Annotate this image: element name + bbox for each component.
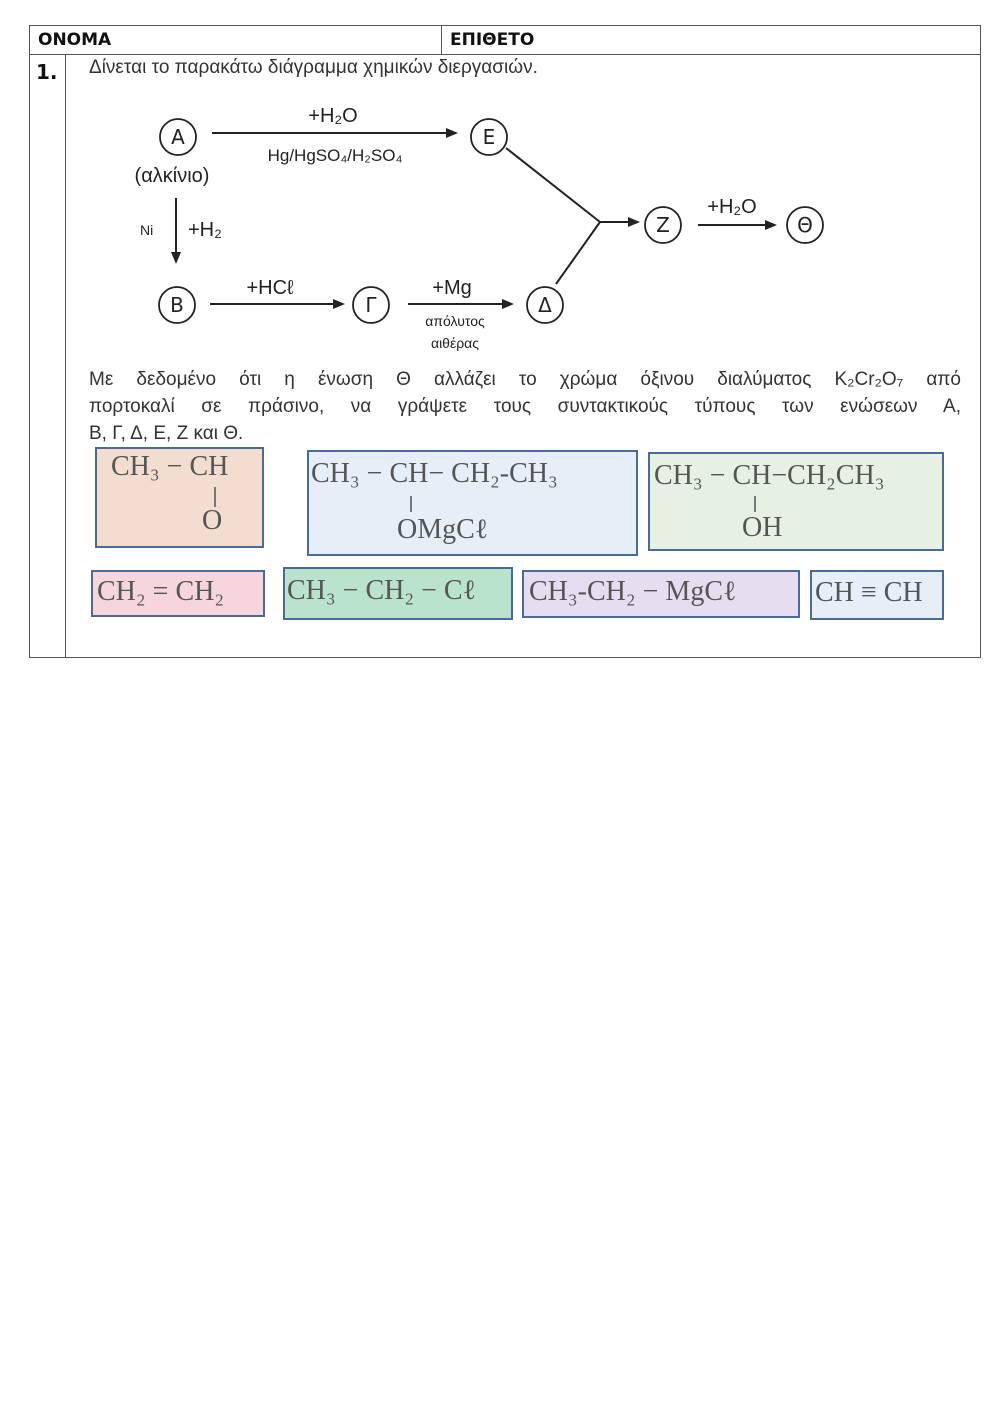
g-d-reagent: +Mg: [432, 277, 472, 299]
reaction-scheme: [0, 0, 1000, 360]
bond-line: [410, 496, 412, 512]
bond-line: [754, 496, 756, 512]
node-g: [353, 287, 389, 323]
answer-card-grignard[interactable]: [522, 570, 800, 618]
svg-text:A: A: [171, 125, 185, 149]
g-d-solvent-1: απόλυτος: [425, 313, 485, 329]
answer-formula: CH₃ − CH− CH₂-CH₃: [311, 458, 558, 489]
svg-text:B: B: [170, 293, 184, 317]
bond-line: [214, 487, 216, 507]
question-title: Δίνεται το παρακάτω διάγραμμα χημικών διεργασιών.: [89, 57, 538, 78]
name-label: ΟΝΟΜΑ: [30, 26, 442, 54]
node-th: [787, 207, 823, 243]
answer-formula: CH₃ − CH−CH₂CH₃: [654, 460, 885, 491]
svg-text:Z: Z: [656, 213, 670, 237]
line-e-junction: [506, 148, 600, 222]
node-z: [645, 207, 681, 243]
g-d-solvent-2: αιθέρας: [430, 335, 480, 351]
answer-card-ethyne[interactable]: [810, 570, 944, 620]
node-a: [160, 119, 196, 155]
answer-formula: CH₃ − CH₂ − Cℓ: [287, 575, 476, 606]
answer-formula-sub: OH: [742, 512, 783, 543]
question-text: [89, 366, 961, 447]
answer-formula-sub: OMgCℓ: [397, 514, 489, 545]
svg-text:Θ: Θ: [797, 213, 813, 237]
answer-card-ethene[interactable]: [91, 570, 265, 617]
z-th-reagent: +H₂O: [707, 196, 757, 218]
svg-text:E: E: [482, 125, 496, 149]
answer-card-butanol[interactable]: [648, 452, 944, 551]
line-d-junction: [556, 222, 600, 284]
question-line-3: Β, Γ, Δ, Ε, Ζ και Θ.: [89, 423, 244, 444]
a-b-reagent: +H₂: [188, 219, 222, 241]
b-g-reagent: +HCℓ: [246, 277, 294, 299]
node-d: [527, 287, 563, 323]
question-line-2: πορτοκαλί σε πράσινο, να γράψετε τους συντακτικούς τύπους των ενώσεων Α,: [89, 396, 961, 417]
surname-label: ΕΠΙΘΕΤΟ: [450, 30, 535, 50]
a-e-reagent: +H₂O: [308, 105, 358, 127]
answer-formula-sub: O: [202, 505, 223, 536]
question-line-1: Με δεδομένο ότι η ένωση Θ αλλάζει το χρώμα όξινου διαλύματος K₂Cr₂O₇ από: [89, 369, 961, 390]
node-e: [471, 119, 507, 155]
a-b-catalyst: Ni: [140, 222, 154, 238]
answer-formula: CH₃ − CH: [111, 451, 229, 482]
answer-formula: CH₂ = CH₂: [97, 576, 225, 607]
question-number: 1.: [36, 60, 58, 84]
a-e-catalyst: Hg/HgSO₄/H₂SO₄: [267, 146, 403, 165]
answer-card-alkoxide[interactable]: [307, 450, 638, 556]
answer-card-ethanal[interactable]: [95, 447, 264, 548]
answer-card-chloroethane[interactable]: [283, 567, 513, 620]
node-b: [159, 287, 195, 323]
svg-text:Δ: Δ: [538, 293, 552, 317]
answer-formula: CH₃-CH₂ − MgCℓ: [529, 576, 737, 607]
alkyne-label: (αλκίνιο): [134, 165, 210, 187]
answer-formula: CH ≡ CH: [815, 577, 923, 608]
svg-text:Γ: Γ: [365, 293, 377, 317]
